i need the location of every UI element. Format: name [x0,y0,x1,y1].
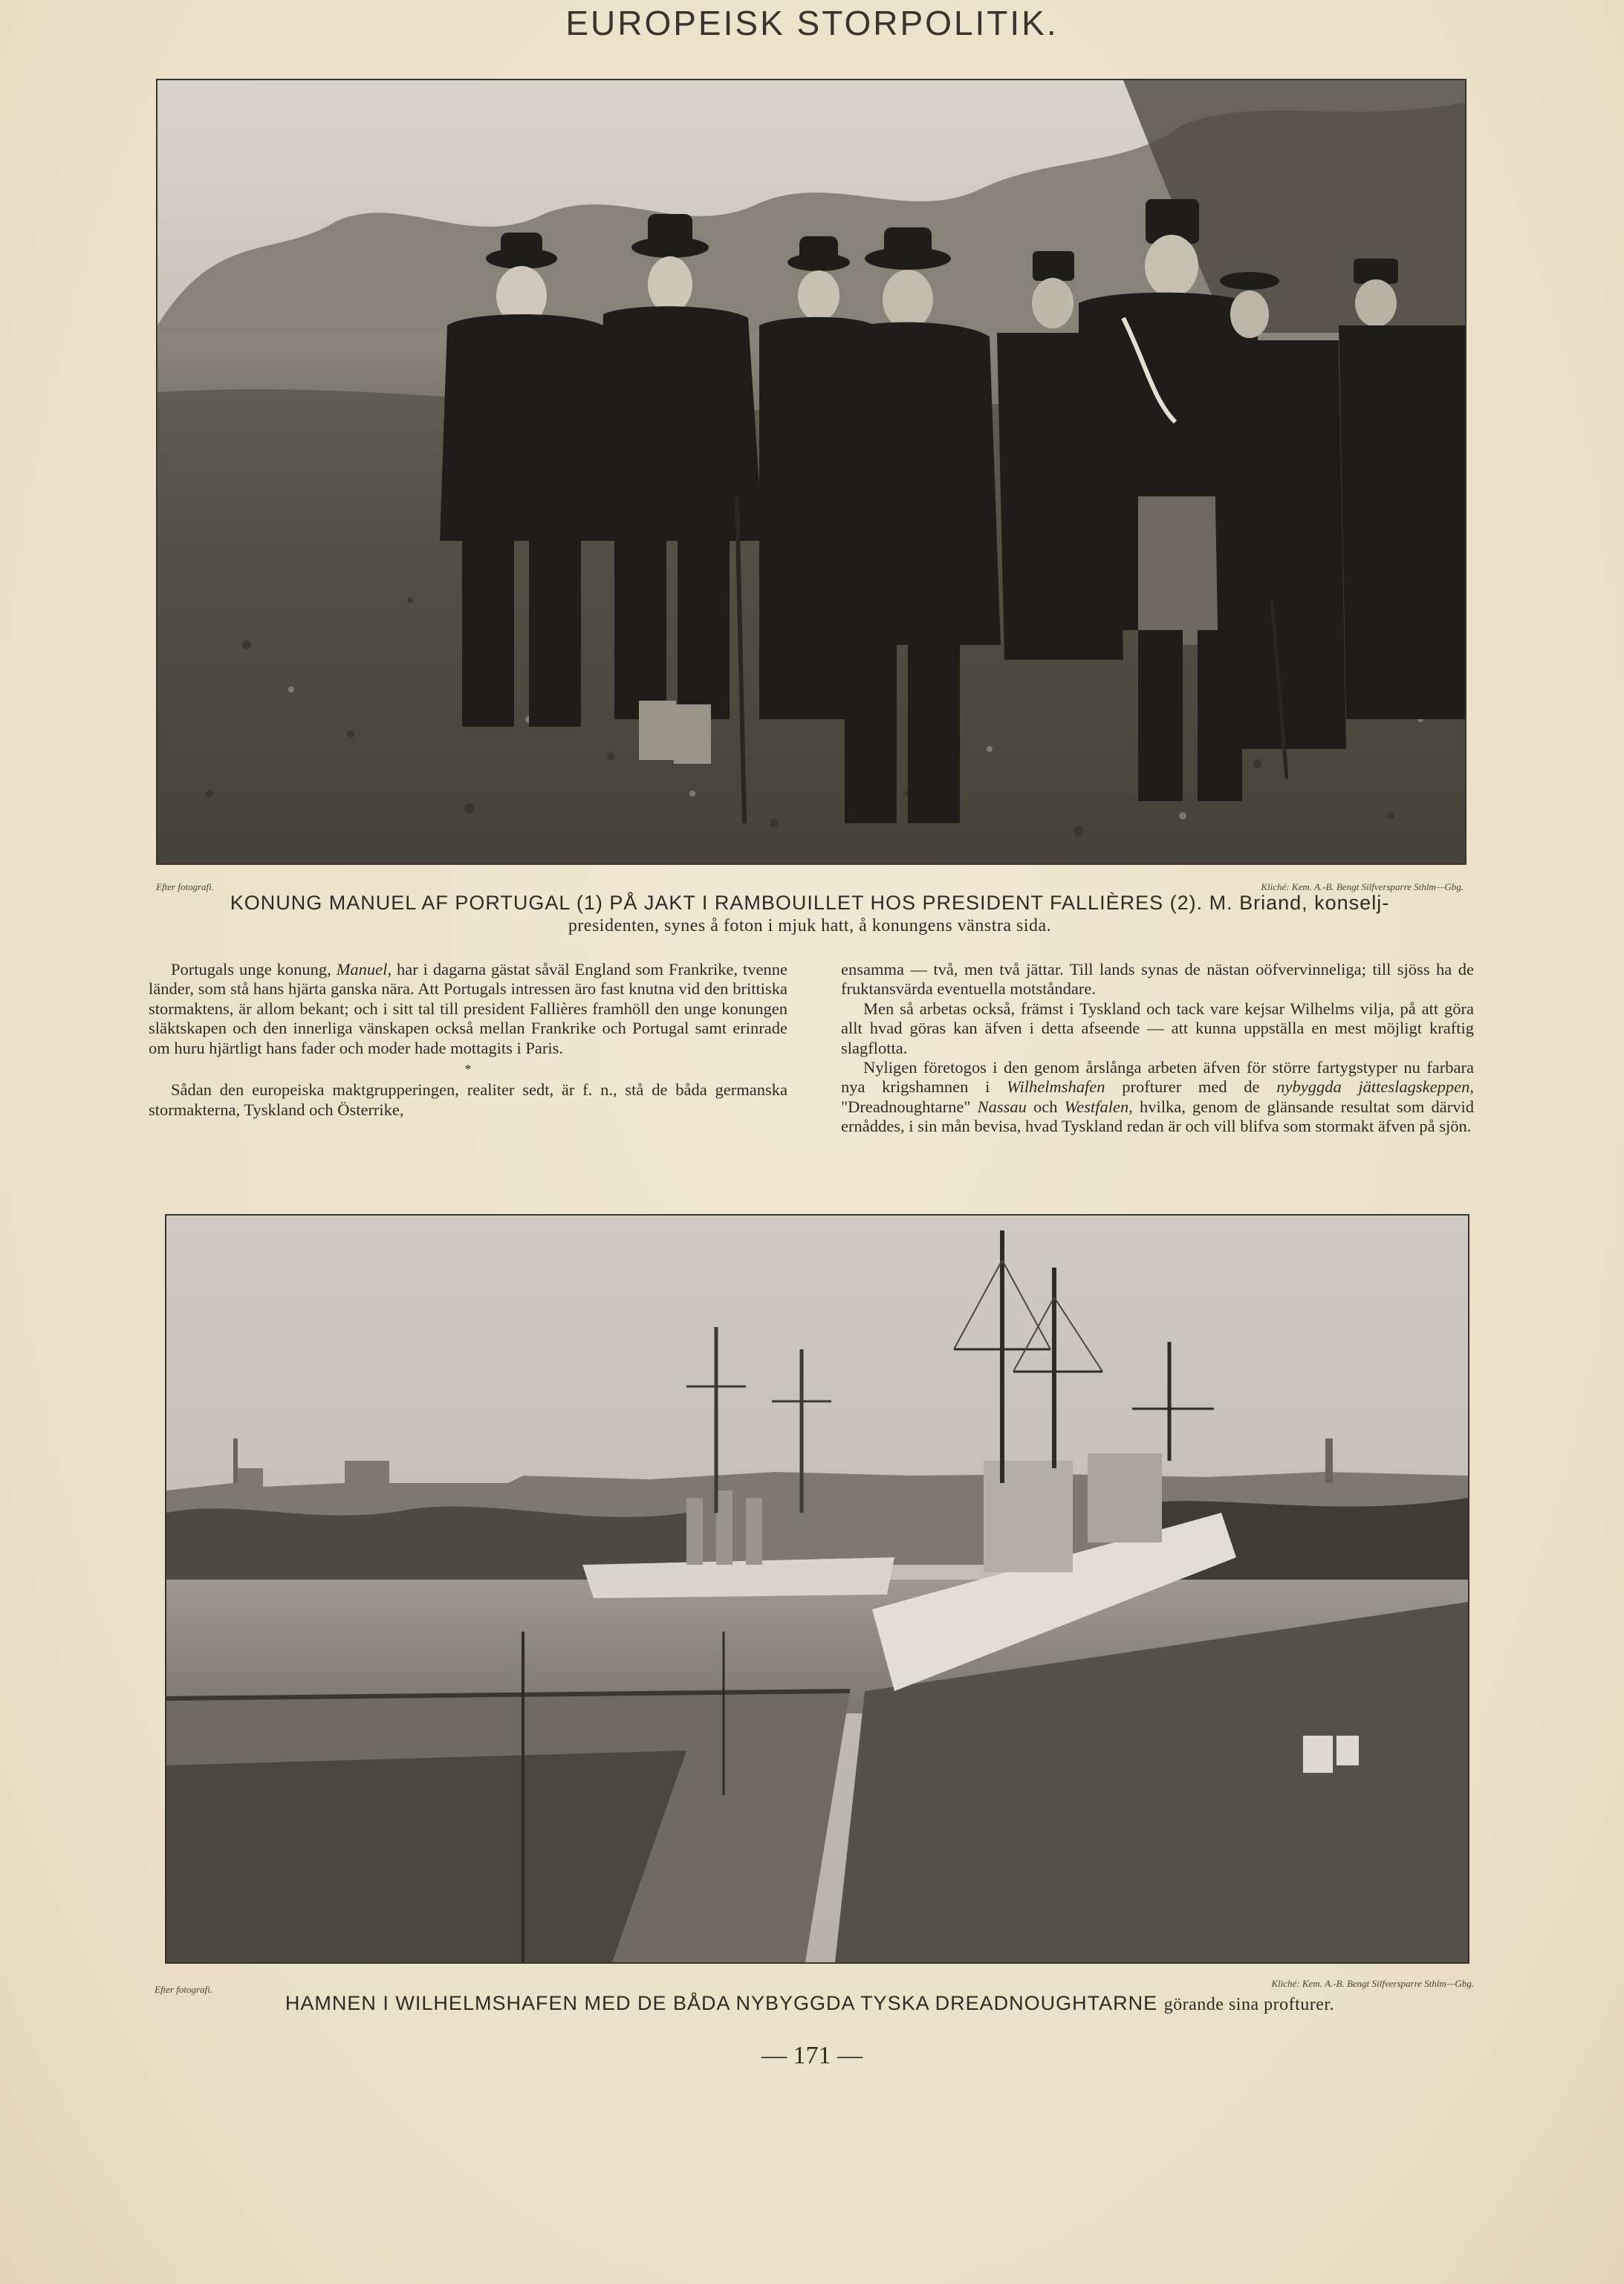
photo2-caption-tail: görande sina profturer. [1163,1995,1335,2014]
paragraph-slagflotta: Men så arbetas också, främst i Tyskland och tack vare kejsar Wilhelms vilja, på att göra allt hvad göras kan äfven i detta afseende — att kunna uppställa en mest möjligt kraftig slagflotta. [841,999,1474,1057]
paragraph-wilhelmshafen: Nyligen företogos i den genom årslånga arbeten äfven för större fartygstyper nu farbara nya krigshamnen i Wilhelmshafen profturer med de nybyggda jätteslagskeppen, "Dreadnoughtarne" Nassau och Westfalen, hvilka, genom de glänsande resultat som därvid ernåddes, i sin mån bevisa, hvad Tyskland redan är och vill blifva som stormakt äfven på sjön. [841,1058,1475,1136]
photo2-caption [111,1992,1508,2017]
name-manuel: Manuel, [336,960,392,979]
photo1-caption [111,892,1508,938]
page-number: — 171 — [761,2042,863,2069]
section-divider-star: * [464,1062,472,1077]
photo-wilhelmshafen-harbour-image [166,1216,1468,1962]
photo1-credit-left: Efter fotografi. [156,881,214,892]
text-column-left [149,960,787,1120]
paragraph-jattar: ensamma — två, men två jättar. Till lands synas de nästan oöfvervinneliga; till sjöss ha de fruktansvärda eventuella motståndare. [841,960,1474,999]
photo2-credit-right: Kliché: Kem. A.-B. Bengt Silfversparre Sthlm—Gbg. [1271,1978,1474,1989]
photo2-credit-left: Efter fotografi. [155,1984,212,1995]
paragraph-maktgruppering: Sådan den europeiska maktgrupperingen, realiter sedt, är f. n., stå de båda germanska stormakterna, Tyskland och Österrike, [149,1080,787,1119]
photo-wilhelmshafen-harbour [165,1214,1469,1964]
running-head: EUROPEISK STORPOLITIK. [565,4,1059,42]
text-column-right [841,960,1474,1137]
paragraph-portugal: Portugals unge konung, Manuel, har i dagarna gästat såväl England som Frankrike, tvenne länder, som stå hans hjärta ganska nära. Att Portugals intressen äro fast knutna vid den brittiska stormaktens, är allom bekant; och i sitt tal till president Fallières framhöll den unge konungen släktskapen och den innerliga vänskapen också mellan Frankrike och Portugal samt erinrade om huru hjärtligt hans fader och moder hade mottagits i Paris. [149,960,787,1057]
photo-hunting-party [156,79,1467,865]
photo1-caption-sub: presidenten, synes å foton i mjuk hatt, å konungens vänstra sida. [568,916,1052,935]
photo-hunting-party-image [157,80,1465,863]
photo1-caption-main: KONUNG MANUEL AF PORTUGAL (1) PÅ JAKT I RAMBOUILLET HOS PRESIDENT FALLIÈRES (2). M. Briand, konselj- [230,892,1390,914]
photo2-caption-main: HAMNEN I WILHELMSHAFEN MED DE BÅDA NYBYGGDA TYSKA DREADNOUGHTARNE [285,1992,1158,2014]
photo1-credit-right: Kliché: Kem. A.-B. Bengt Silfversparre Sthlm—Gbg. [1261,881,1464,892]
